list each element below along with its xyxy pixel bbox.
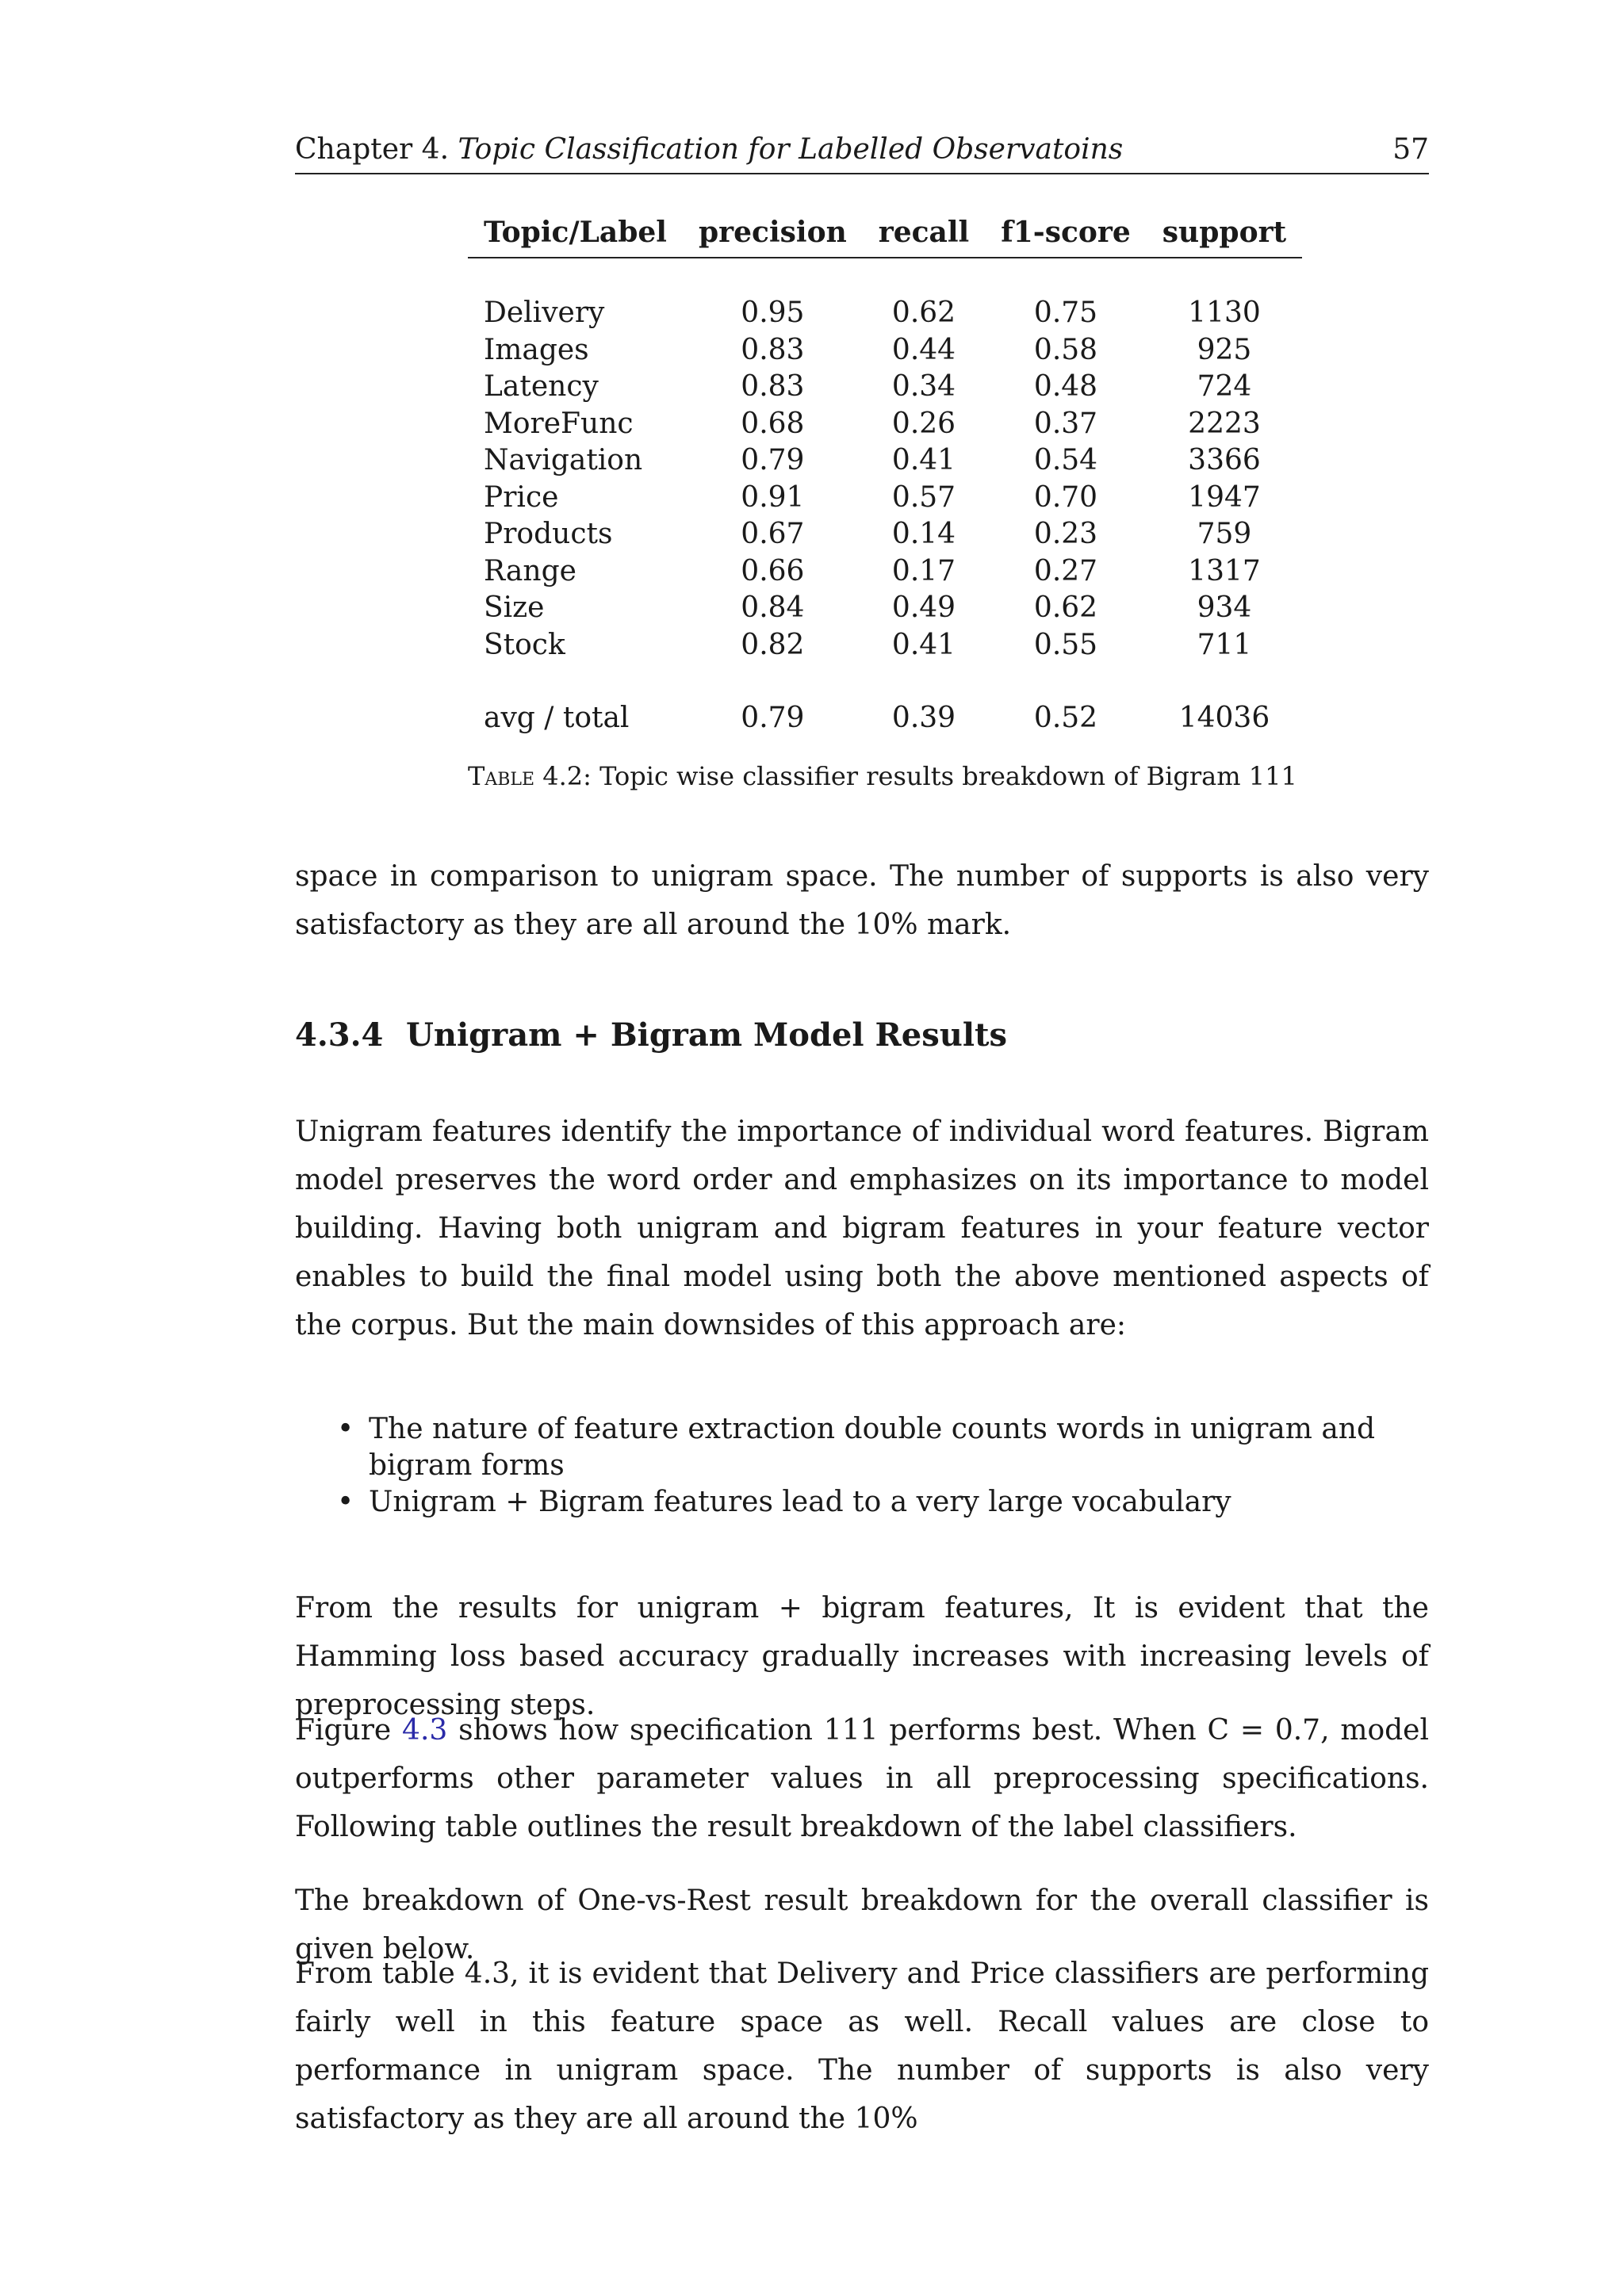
table-cell: 0.82	[741, 628, 805, 661]
chapter-heading	[295, 133, 1123, 166]
table-cell: 0.44	[891, 333, 956, 366]
table-cell: 0.39	[891, 702, 956, 734]
table-cell: Delivery	[484, 297, 605, 329]
table-spacer	[468, 258, 1302, 295]
caption-label: Table 4.2:	[468, 761, 592, 791]
section-number: 4.3.4	[295, 1016, 384, 1054]
table-cell: 0.83	[741, 333, 805, 366]
table-cell: 0.62	[891, 297, 956, 329]
chapter-title: Topic Classification for Labelled Observatoins	[458, 133, 1124, 166]
table-cell: Latency	[484, 370, 599, 403]
bullet-icon: •	[337, 1486, 354, 1518]
column-header: support	[1147, 216, 1302, 258]
column-header: f1-score	[985, 216, 1147, 258]
table-cell: 0.79	[741, 702, 805, 734]
table-cell: 1317	[1188, 554, 1261, 587]
table-header-row	[468, 216, 1302, 258]
table-cell: 3366	[1188, 444, 1261, 476]
table-row	[468, 369, 1302, 406]
table-cell: 0.27	[1033, 554, 1098, 587]
table-total-row	[468, 700, 1302, 737]
column-header: Topic/Label	[468, 216, 683, 258]
table-cell: 2223	[1188, 407, 1261, 440]
list-item-text: The nature of feature extraction double counts words in unigram and bigram forms	[369, 1413, 1376, 1482]
chapter-prefix: Chapter 4.	[295, 133, 450, 166]
table-cell: 1130	[1188, 297, 1261, 329]
table-cell: 0.67	[741, 518, 805, 550]
table-row	[468, 516, 1302, 553]
paragraph: space in comparison to unigram space. The number of supports is also very satisfactory as they are all around the 10% mark.	[295, 860, 1429, 941]
table-cell: 0.34	[891, 370, 956, 403]
table-cell: Images	[484, 333, 589, 366]
caption-text: Topic wise classifier results breakdown of Bigram 111	[599, 761, 1297, 791]
table-cell: 0.14	[891, 518, 956, 550]
table-row	[468, 480, 1302, 517]
table-cell: 0.55	[1033, 628, 1098, 661]
bullet-icon: •	[337, 1413, 354, 1445]
table-row	[468, 406, 1302, 443]
table-cell: 0.91	[741, 480, 805, 514]
paragraph: From the results for unigram + bigram features, It is evident that the Hamming loss based accuracy gradually increases with increasing levels of preprocessing steps.	[295, 1592, 1429, 1721]
table-cell: Range	[484, 554, 576, 587]
column-header: recall	[863, 216, 985, 258]
list-item-text: Unigram + Bigram features lead to a very large vocabulary	[369, 1486, 1231, 1518]
table-cell: 0.75	[1033, 297, 1098, 329]
table-cell: Stock	[484, 628, 565, 661]
table-spacer	[468, 664, 1302, 700]
table-cell: 759	[1197, 518, 1252, 550]
paragraph: The breakdown of One-vs-Rest result breakdown for the overall classifier is given below.	[295, 1885, 1429, 1965]
table-cell: 0.54	[1033, 444, 1098, 476]
paragraph-text: Figure	[295, 1714, 403, 1747]
table-cell: 0.52	[1033, 702, 1098, 734]
table-cell: 14036	[1178, 702, 1270, 734]
table-cell: 0.66	[741, 554, 805, 587]
table-cell: avg / total	[484, 702, 630, 734]
column-header: precision	[683, 216, 863, 258]
table-cell: Price	[484, 480, 559, 514]
table-row	[468, 553, 1302, 591]
table-cell: 0.83	[741, 370, 805, 403]
figure-link[interactable]: 4.3	[402, 1714, 448, 1747]
table-cell: 1947	[1188, 480, 1261, 514]
table-cell: 0.41	[891, 444, 956, 476]
table-cell: 934	[1197, 591, 1252, 624]
paragraph: Unigram features identify the importance of individual word features. Bigram model preserves the word order and emphasizes on its importance to model building. Having both unigram and bigram features in your feature vector enables to build the final model using both the above mentioned aspects of the corpus. But the main downsides of this approach are:	[295, 1115, 1429, 1341]
table-cell: 0.41	[891, 628, 956, 661]
table-cell: 0.79	[741, 444, 805, 476]
table-cell: 0.62	[1033, 591, 1098, 624]
table-cell: 0.57	[891, 480, 956, 514]
table-cell: Navigation	[484, 444, 643, 476]
running-header	[295, 133, 1429, 174]
table-row	[468, 442, 1302, 480]
page-number: 57	[1392, 133, 1429, 166]
table-cell: 925	[1197, 333, 1252, 366]
table-cell: 0.37	[1033, 407, 1098, 440]
table-cell: 0.23	[1033, 518, 1098, 550]
paragraph: From table 4.3, it is evident that Delivery and Price classifiers are performing fairly well in this feature space as well. Recall values are close to performance in unigram space. The number of supports is also very satisfactory as they are all around the 10%	[295, 1957, 1429, 2135]
table-cell: 0.58	[1033, 333, 1098, 366]
table-cell: 0.84	[741, 591, 805, 624]
bullet-list	[337, 1411, 1429, 1557]
list-item	[337, 1484, 1429, 1557]
table-cell: 0.70	[1033, 480, 1098, 514]
table-cell: Products	[484, 518, 613, 550]
table-caption	[468, 761, 1297, 791]
results-table	[468, 216, 1302, 737]
table-row	[468, 332, 1302, 369]
table-row	[468, 295, 1302, 332]
table-cell: Size	[484, 591, 545, 624]
paragraph	[295, 1706, 1429, 1851]
section-heading	[295, 1016, 1007, 1054]
table-cell: 0.95	[741, 297, 805, 329]
table-row	[468, 627, 1302, 664]
table-cell: 0.49	[891, 591, 956, 624]
section-title: Unigram + Bigram Model Results	[406, 1016, 1008, 1054]
table-row	[468, 590, 1302, 627]
list-item	[337, 1411, 1429, 1484]
table-cell: MoreFunc	[484, 407, 634, 440]
table-cell: 0.26	[891, 407, 956, 440]
table-cell: 724	[1197, 370, 1252, 403]
table-cell: 0.17	[891, 554, 956, 587]
table-cell: 0.68	[741, 407, 805, 440]
table-cell: 711	[1197, 628, 1252, 661]
table-cell: 0.48	[1033, 370, 1098, 403]
paragraph-text: shows how specification 111 performs best. When C = 0.7, model outperforms other parameter values in all preprocessing specifications. Following table outlines the result breakdown of the label classifiers.	[295, 1714, 1429, 1843]
